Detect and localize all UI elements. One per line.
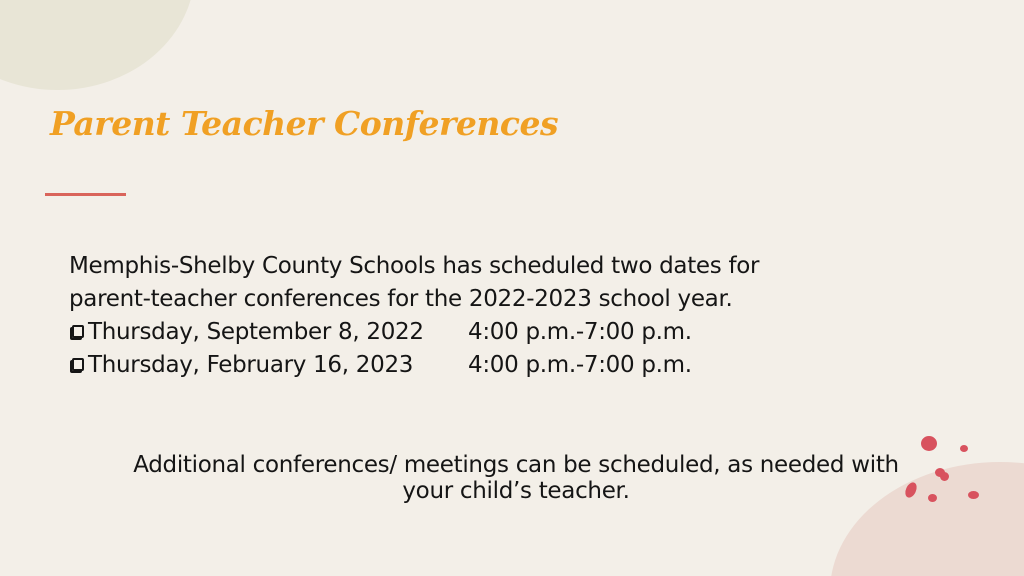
conference-dates-list (69, 316, 919, 382)
footer-note (66, 452, 966, 504)
decorative-dot (928, 494, 937, 502)
intro-paragraph (69, 250, 919, 316)
conference-date: Thursday, September 8, 2022 (88, 319, 424, 345)
decorative-dot (921, 436, 937, 451)
conference-time: 4:00 p.m.-7:00 p.m. (468, 319, 692, 345)
decorative-dot (940, 472, 949, 481)
conference-date-item (69, 316, 919, 349)
decorative-dot (968, 491, 979, 499)
intro-line: parent-teacher conferences for the 2022-2023 school year. (69, 286, 733, 312)
title-underline (45, 193, 126, 196)
slide-title: Parent Teacher Conferences (50, 104, 559, 143)
intro-line: Memphis-Shelby County Schools has scheduled two dates for (69, 253, 760, 279)
conference-date: Thursday, February 16, 2023 (88, 352, 414, 378)
conference-date-item (69, 349, 919, 382)
decorative-dot (960, 445, 968, 452)
decorative-blob-top-left (0, 0, 195, 90)
conference-time: 4:00 p.m.-7:00 p.m. (468, 352, 692, 378)
checkbox-bullet-icon (72, 325, 84, 338)
footer-line: Additional conferences/ meetings can be scheduled, as needed with (133, 452, 899, 478)
footer-line: your child’s teacher. (402, 478, 630, 504)
checkbox-bullet-icon (72, 358, 84, 371)
